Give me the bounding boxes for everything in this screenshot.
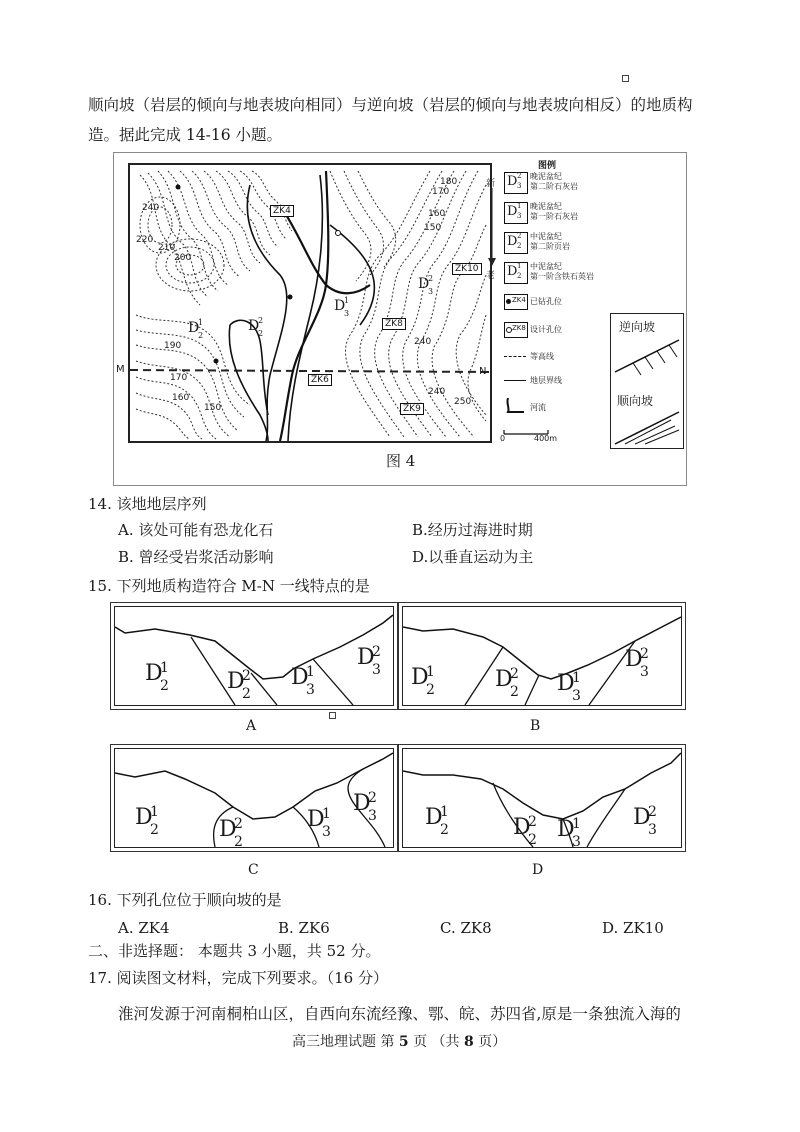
sec-d-d3-2: D 2 3 [633, 804, 657, 838]
borehole-label-zk10: ZK10 [452, 263, 482, 275]
contour-label: 240 [142, 203, 160, 213]
section-c-letter: C [248, 862, 259, 878]
slope-inset [610, 313, 684, 449]
legend-new-label: 新 [486, 179, 496, 189]
legend-stratum-text: 晚泥盆纪 第一阶石灰岩 [530, 202, 578, 221]
legend-stratum-text: 晚泥盆纪 第二阶石灰岩 [530, 172, 578, 191]
contour-label: 150 [424, 223, 442, 233]
map-stratum-d3-1: D 1 3 [334, 296, 350, 318]
q14-option-c[interactable]: B. 曾经受岩浆活动影响 [118, 548, 274, 566]
legend-river-label: 河流 [530, 403, 546, 412]
sec-a-d2-2: D 2 2 [227, 668, 251, 702]
legend-designed-box: ZK8 [504, 322, 528, 338]
q14-option-b[interactable]: B.经历过海进时期 [412, 521, 533, 539]
scan-mark [329, 712, 336, 719]
legend-stratum-box: D 1 2 [504, 262, 528, 284]
borehole-label-zk4: ZK4 [270, 205, 294, 217]
q16-option-a[interactable]: A. ZK4 [118, 919, 170, 937]
legend-designed-label: 设计孔位 [530, 325, 562, 334]
legend-title: 图例 [538, 161, 557, 171]
section-option-d[interactable] [398, 744, 686, 852]
legend-contour-line-icon [504, 356, 526, 357]
q14-stem: 14. 该地地层序列 [88, 495, 207, 513]
legend-stratum-box: D 1 3 [504, 202, 528, 224]
section-a-letter: A [246, 718, 257, 734]
intro-line-2: 造。据此完成 14-16 小题。 [88, 126, 283, 144]
map-letter-n: N [479, 366, 487, 377]
contour-label: 160 [172, 393, 190, 403]
footer-page-number: 5 [398, 1034, 409, 1050]
intro-line-1: 顺向坡（岩层的倾向与地表坡向相同）与逆向坡（岩层的倾向与地表坡向相反）的地质构 [88, 96, 693, 114]
sec-d-d2-1: D 1 2 [425, 804, 449, 838]
legend-old-label: 老 [486, 271, 496, 281]
sec-c-d2-2: D 2 2 [219, 816, 243, 850]
borehole-label-zk6: ZK6 [308, 374, 332, 386]
contour-label: 220 [136, 235, 154, 245]
q14-option-d[interactable]: D.以垂直运动为主 [412, 548, 534, 566]
sec-a-d2-1: D 1 2 [145, 660, 169, 694]
legend-boundary-label: 地层界线 [530, 376, 562, 385]
q14-option-a[interactable]: A. 该处可能有恐龙化石 [118, 521, 274, 539]
map-letter-m: M [116, 364, 125, 375]
section-a-svg [115, 607, 393, 705]
section-option-c[interactable] [110, 744, 398, 852]
sec-b-d3-1: D 1 3 [557, 670, 581, 704]
page-footer: 高三地理试题 第 5 页 （共 8 页） [292, 1034, 507, 1050]
q15-stem: 15. 下列地质构造符合 M-N 一线特点的是 [88, 577, 370, 595]
section-d-letter: D [532, 862, 544, 878]
contour-label: 200 [174, 253, 192, 263]
reverse-slope-diagram [611, 336, 683, 376]
legend-scale-end: 400m [534, 434, 558, 443]
sec-d-d2-2: D 2 2 [513, 814, 537, 848]
drilled-dot-icon [506, 299, 511, 304]
legend-stratum-box: D 2 2 [504, 232, 528, 254]
q16-option-b[interactable]: B. ZK6 [278, 919, 330, 937]
section-option-a[interactable] [110, 602, 398, 710]
contour-label: 240 [414, 337, 432, 347]
contour-label: 210 [158, 243, 176, 253]
legend-stratum-text: 中泥盆纪 第二阶页岩 [530, 232, 570, 251]
legend-stratum-box: D 2 3 [504, 172, 528, 194]
q16-option-c[interactable]: C. ZK8 [440, 919, 492, 937]
contour-label: 240 [428, 387, 446, 397]
sec-d-d3-1: D 1 3 [557, 816, 581, 850]
sec-c-d3-2: D 2 3 [353, 790, 377, 824]
contour-map [128, 163, 492, 443]
sec-b-d3-2: D 2 3 [625, 646, 649, 680]
q16-option-d[interactable]: D. ZK10 [602, 919, 664, 937]
sec-b-d2-1: D 1 2 [411, 664, 435, 698]
scan-mark [622, 75, 629, 82]
sec-b-d2-2: D 2 2 [495, 666, 519, 700]
legend-scale-zero: 0 [500, 434, 506, 443]
legend-river-icon [504, 398, 528, 414]
dip-slope-diagram [611, 408, 683, 448]
map-stratum-d3-2: D 2 3 [418, 274, 434, 296]
section-b-letter: B [530, 718, 541, 734]
contour-label: 170 [170, 373, 188, 383]
legend-age-arrow [488, 188, 496, 268]
map-legend [486, 158, 610, 448]
legend-drilled-box: ZK4 [504, 294, 528, 310]
contour-label: 180 [440, 177, 458, 187]
reverse-slope-label: 逆向坡 [619, 320, 656, 334]
map-stratum-d2-2: D 2 2 [248, 316, 264, 338]
sec-a-d3-2: D 2 3 [357, 644, 381, 678]
legend-boundary-line-icon [504, 380, 526, 381]
borehole-label-zk8: ZK8 [382, 318, 406, 330]
contour-label: 250 [454, 397, 472, 407]
map-stratum-d2-1: D 1 2 [188, 318, 204, 340]
q17-stem: 17. 阅读图文材料，完成下列要求。（16 分） [88, 969, 388, 987]
figure-caption: 图 4 [386, 452, 416, 470]
section-two-heading: 二、非选择题： 本题共 3 小题，共 52 分。 [88, 942, 381, 960]
q16-stem: 16. 下列孔位位于顺向坡的是 [88, 891, 282, 909]
sec-c-d2-1: D 1 2 [135, 804, 159, 838]
footer-total-pages: 8 [464, 1034, 474, 1050]
contour-label: 170 [432, 187, 450, 197]
contour-label: 160 [428, 209, 446, 219]
section-option-b[interactable] [398, 602, 686, 710]
legend-contour-label: 等高线 [530, 352, 554, 361]
legend-drilled-label: 已钻孔位 [530, 297, 562, 306]
borehole-label-zk9: ZK9 [400, 403, 424, 415]
sec-a-d3-1: D 1 3 [291, 664, 315, 698]
contour-label: 150 [204, 403, 222, 413]
sec-c-d3-1: D 1 3 [307, 806, 331, 840]
contour-label: 190 [164, 341, 182, 351]
legend-stratum-text: 中泥盆纪 第一阶含铁石英岩 [530, 262, 594, 281]
dip-slope-label: 顺向坡 [617, 394, 654, 408]
q17-paragraph: 淮河发源于河南桐柏山区，自西向东流经豫、鄂、皖、苏四省,原是一条独流入海的 [118, 1005, 681, 1023]
